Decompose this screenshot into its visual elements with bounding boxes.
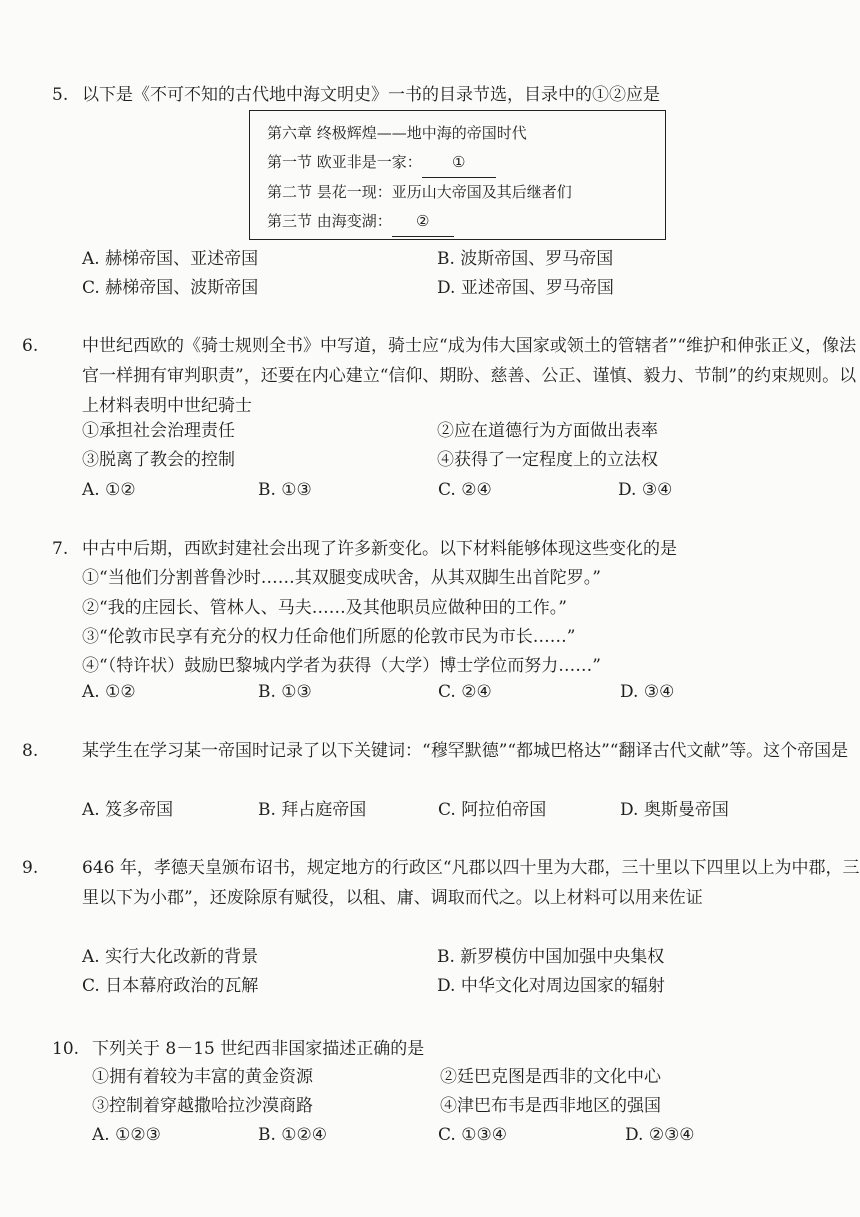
question-number: 7.: [52, 539, 69, 559]
option-b[interactable]: B. 拜占庭帝国: [258, 800, 367, 820]
statement-2: ②廷巴克图是西非的文化中心: [440, 1067, 661, 1087]
option-a[interactable]: A. 赫梯帝国、亚述帝国: [82, 249, 259, 269]
question-number: 10.: [52, 1039, 80, 1059]
option-c[interactable]: C. 阿拉伯帝国: [438, 800, 547, 820]
option-c[interactable]: C. ①③④: [438, 1125, 507, 1145]
statement-4: ④津巴布韦是西非地区的强国: [440, 1096, 661, 1116]
blank-1: ①: [422, 148, 496, 178]
question-8: [22, 736, 860, 766]
statement-1: ①“当他们分割普鲁沙时……其双腿变成吠舍，从其双脚生出首陀罗。”: [82, 568, 601, 588]
table-of-contents-box: [249, 110, 666, 240]
statement-3: ③脱离了教会的控制: [82, 450, 235, 470]
question-6: [22, 331, 860, 421]
statement-1: ①承担社会治理责任: [82, 421, 235, 441]
option-b[interactable]: B. 新罗模仿中国加强中央集权: [437, 947, 665, 967]
option-a[interactable]: A. ①②: [82, 480, 136, 500]
option-a[interactable]: A. ①②: [82, 682, 136, 702]
option-d[interactable]: D. 奥斯曼帝国: [620, 800, 729, 820]
toc-section-3: [267, 207, 665, 237]
question-number: 9.: [22, 858, 39, 878]
question-5: [52, 80, 842, 110]
option-a[interactable]: A. ①②③: [92, 1125, 161, 1145]
question-number: 5.: [52, 85, 69, 105]
option-d[interactable]: D. 中华文化对周边国家的辐射: [437, 976, 665, 996]
question-9: [22, 853, 860, 913]
question-number: 6.: [22, 336, 39, 356]
question-stem: 某学生在学习某一帝国时记录了以下关键词：“穆罕默德”“都城巴格达”“翻译古代文献”等。这个帝国是: [82, 741, 849, 761]
blank-2: ②: [392, 207, 454, 237]
option-c[interactable]: C. ②④: [438, 480, 492, 500]
question-stem: 以下是《不可不知的古代地中海文明史》一书的目录节选，目录中的①②应是: [82, 85, 660, 105]
statement-1: ①拥有着较为丰富的黄金资源: [92, 1067, 313, 1087]
statement-4: ④“（特许状）鼓励巴黎城内学者为获得（大学）博士学位而努力……”: [82, 656, 601, 676]
statement-2: ②应在道德行为方面做出表率: [437, 421, 658, 441]
toc-section-1: [267, 148, 665, 178]
option-d[interactable]: D. ②③④: [625, 1125, 695, 1145]
toc-section-3-title: 第三节 由海变湖：: [267, 212, 392, 230]
statement-2: ②“我的庄园长、管林人、马夫……及其他职员应做种田的工作。”: [82, 598, 567, 618]
option-b[interactable]: B. ①②④: [258, 1125, 328, 1145]
option-d[interactable]: D. 亚述帝国、罗马帝国: [437, 278, 614, 298]
question-stem: 中世纪西欧的《骑士规则全书》中写道，骑士应“成为伟大国家或领土的管辖者”“维护和伸张正义，像法官一样拥有审判职责”，还要在内心建立“信仰、期盼、慈善、公正、谨慎、毅力、节制”的约束规则。以上材料表明中世纪骑士: [82, 336, 857, 416]
statement-3: ③控制着穿越撒哈拉沙漠商路: [92, 1096, 313, 1116]
statement-4: ④获得了一定程度上的立法权: [437, 450, 658, 470]
option-d[interactable]: D. ③④: [620, 682, 675, 702]
question-7: [52, 534, 842, 564]
option-c[interactable]: C. ②④: [438, 682, 492, 702]
toc-section-2: 第二节 昙花一现：亚历山大帝国及其后继者们: [267, 183, 572, 201]
option-a[interactable]: A. 笈多帝国: [82, 800, 174, 820]
question-10: [52, 1034, 842, 1064]
question-stem: 646 年，孝德天皇颁布诏书，规定地方的行政区“凡郡以四十里为大郡，三十里以下四里以上为中郡，三里以下为小郡”，还废除原有赋役，以租、庸、调取而代之。以上材料可以用来佐证: [82, 858, 860, 908]
question-stem: 下列关于 8－15 世纪西非国家描述正确的是: [92, 1039, 425, 1059]
question-stem: 中古中后期，西欧封建社会出现了许多新变化。以下材料能够体现这些变化的是: [82, 539, 677, 559]
question-number: 8.: [22, 741, 39, 761]
option-c[interactable]: C. 赫梯帝国、波斯帝国: [82, 278, 259, 298]
option-d[interactable]: D. ③④: [618, 480, 673, 500]
option-b[interactable]: B. 波斯帝国、罗马帝国: [437, 249, 614, 269]
option-a[interactable]: A. 实行大化改新的背景: [82, 947, 259, 967]
toc-section-1-title: 第一节 欧亚非是一家：: [267, 153, 422, 171]
statement-3: ③“伦敦市民享有充分的权力任命他们所愿的伦敦市民为市长……”: [82, 627, 576, 647]
option-b[interactable]: B. ①③: [258, 480, 312, 500]
option-b[interactable]: B. ①③: [258, 682, 312, 702]
toc-chapter: 第六章 终极辉煌——地中海的帝国时代: [267, 124, 527, 142]
option-c[interactable]: C. 日本幕府政治的瓦解: [82, 976, 259, 996]
